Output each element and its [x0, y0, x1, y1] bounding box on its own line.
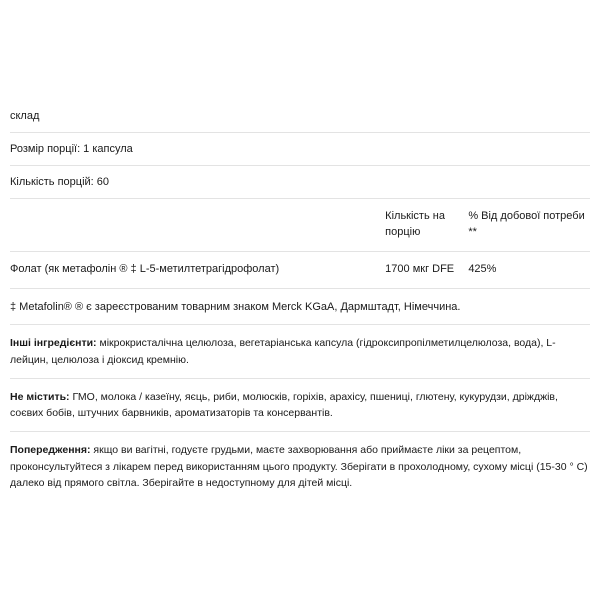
contains-text: ГМО, молока / казеїну, яєць, риби, молюсків, горіхів, арахісу, пшениці, глютену, кукурудзи, дріжджів, соєвих бобів, штучних барвників, ароматизаторів та консервантів.: [10, 390, 558, 420]
other-ingredients: [10, 325, 590, 379]
nutrition-table: [10, 199, 590, 289]
nutrient-name: Фолат (як метафолін ® ‡ L-5-метилтетрагідрофолат): [10, 251, 385, 288]
servings-per-container: Кількість порцій: 60: [10, 166, 590, 199]
column-header-amount: Кількість на порцію: [385, 199, 468, 251]
warning-statement: [10, 432, 590, 491]
contains-statement: [10, 379, 590, 433]
trademark-note: ‡ Metafolin® ® є зареєстрованим товарним знаком Merck KGaA, Дармштадт, Німеччина.: [10, 289, 590, 326]
warning-text: якщо ви вагітні, годуєте грудьми, маєте захворювання або приймаєте ліки за рецептом, проконсультуйтеся з лікарем перед використанням цього продукту. Зберігати в прохолодному, сухому місці (15-30 ° С) далеко від прямого світла. Зберігайте в недоступному для дітей місці.: [10, 444, 588, 489]
column-header-daily-value: % Від добової потреби **: [468, 199, 590, 251]
serving-size: Розмір порції: 1 капсула: [10, 133, 590, 166]
other-ingredients-label: Інші інгредієнти:: [10, 337, 97, 350]
nutrient-daily-value: 425%: [468, 251, 590, 288]
panel-title: склад: [10, 100, 590, 133]
table-header-row: [10, 199, 590, 251]
warning-label: Попередження:: [10, 444, 91, 457]
top-spacer: [10, 0, 590, 100]
table-row: [10, 251, 590, 288]
column-header-name: [10, 199, 385, 251]
contains-label: Не містить:: [10, 390, 70, 403]
nutrient-amount: 1700 мкг DFE: [385, 251, 468, 288]
other-ingredients-text: мікрокристалічна целюлоза, вегетаріанська капсула (гідроксипропілметилцелюлоза, вода), L-лейцин, целюлоза і діоксид кремнію.: [10, 337, 556, 366]
